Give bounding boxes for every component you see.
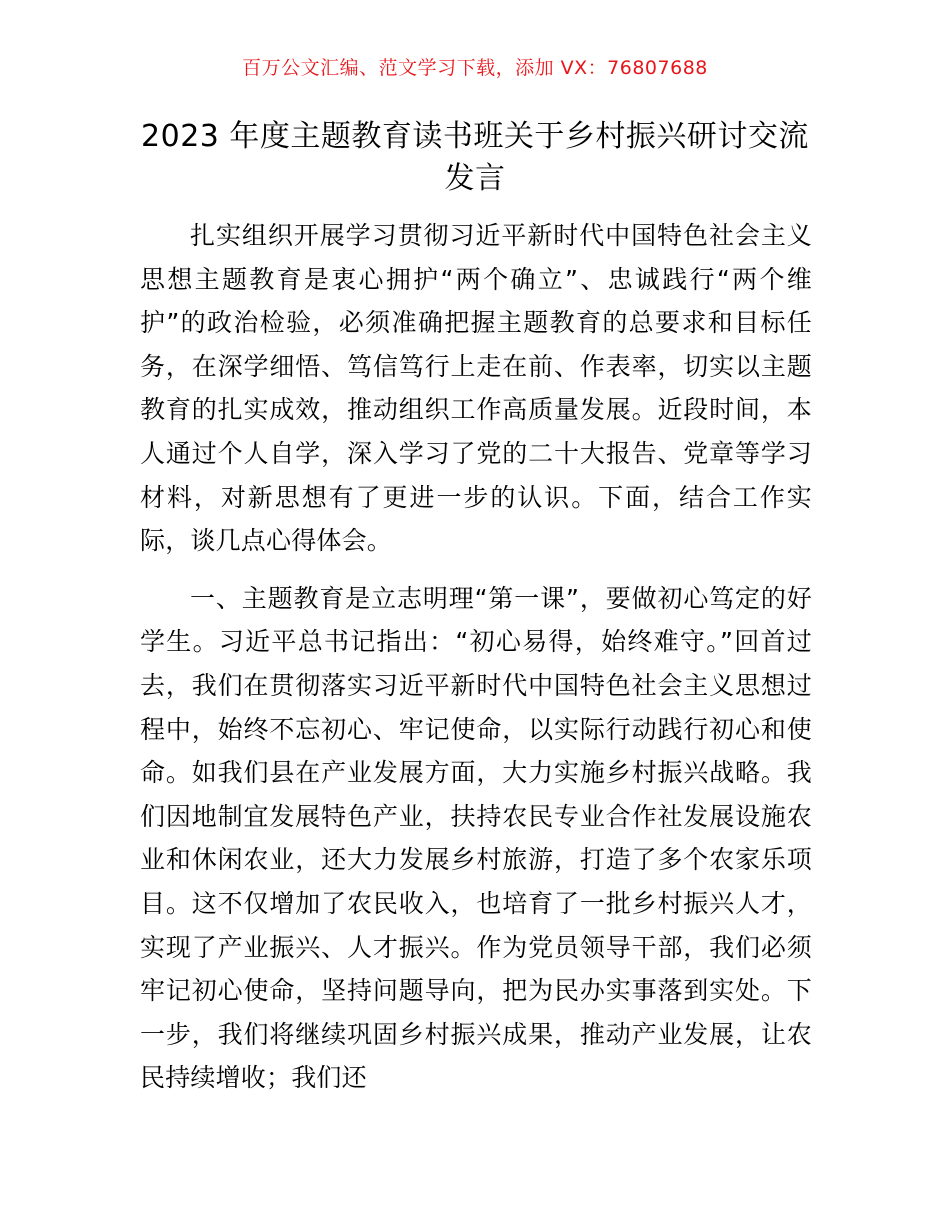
header-banner: 百万公文汇编、范文学习下载，添加 VX：76807688 bbox=[242, 57, 708, 79]
paragraph-section-one: 一、主题教育是立志明理“第一课”，要做初心笃定的好学生。习近平总书记指出：“初心易得，始终难守。”回首过去，我们在贯彻落实习近平新时代中国特色社会主义思想过程中，始终不忘初心、牢记使命，以实际行动践行初心和使命。如我们县在产业发展方面，大力实施乡村振兴战略。我们因地制宜发展特色产业，扶持农民专业合作社发展设施农业和休闲农业，还大力发展乡村旅游，打造了多个农家乐项目。这不仅增加了农民收入，也培育了一批乡村振兴人才，实现了产业振兴、人才振兴。作为党员领导干部，我们必须牢记初心使命，坚持问题导向，把为民办实事落到实处。下一步，我们将继续巩固乡村振兴成果，推动产业发展，让农民持续增收；我们还 bbox=[140, 583, 812, 1093]
document-body bbox=[140, 214, 812, 1100]
document-title: 2023 年度主题教育读书班关于乡村振兴研讨交流发言 bbox=[141, 119, 809, 196]
paragraph-intro: 扎实组织开展学习贯彻习近平新时代中国特色社会主义思想主题教育是衷心拥护“两个确立”、忠诚践行“两个维护”的政治检验，必须准确把握主题教育的总要求和目标任务，在深学细悟、笃信笃行上走在前、作表率，切实以主题教育的扎实成效，推动组织工作高质量发展。近段时间，本人通过个人自学，深入学习了党的二十大报告、党章等学习材料，对新思想有了更进一步的认识。下面，结合工作实际，谈几点心得体会。 bbox=[140, 221, 812, 556]
